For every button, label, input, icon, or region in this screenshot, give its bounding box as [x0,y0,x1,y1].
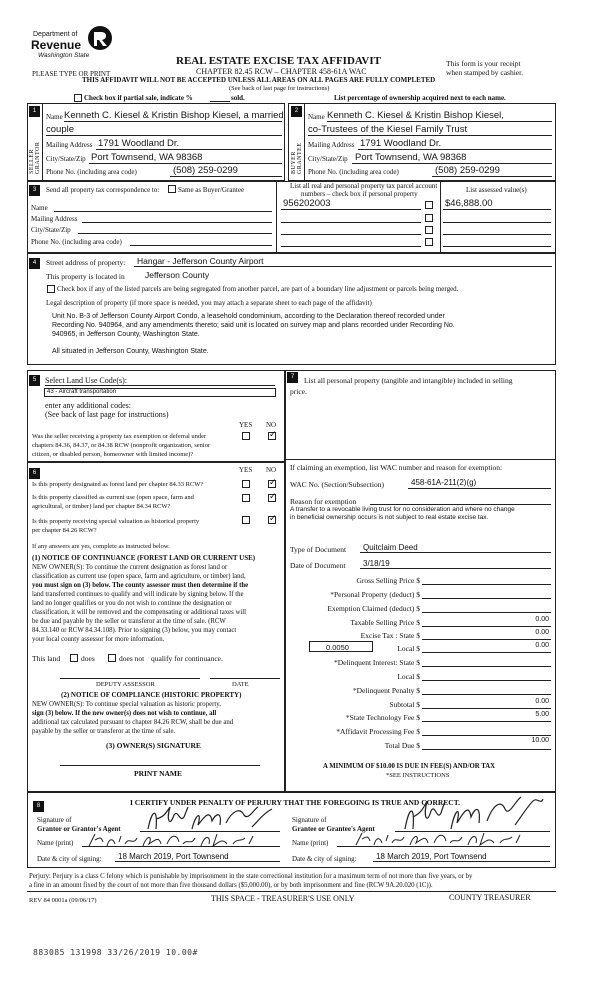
certify-statement: I CERTIFY UNDER PENALTY OF PERJURY THAT THE FOREGOING IS TRUE AND CORRECT. [130,798,461,807]
receipt-note-1: This form is your receipt [446,59,521,68]
footer-rule [27,891,556,892]
forest-question: Is this property designated as forest land per chapter 84.33 RCW? [32,481,204,488]
local-rate-value: 0.0050 [326,643,349,652]
s5-yes-header: YES [239,421,253,429]
parcel-header-1: List all real and personal property tax parcel account [290,182,438,190]
historic-no-checkbox[interactable] [268,516,276,524]
see-back-note: (See back of last page for instructions) [229,85,330,92]
parcel-line-3 [281,234,421,235]
corr-phone-line [130,245,272,246]
doc-date-value[interactable]: 3/18/19 [363,559,390,568]
seller-name-value-1[interactable]: Kenneth C. Kiesel & Kristin Bishop Kiesel, a married [64,110,284,121]
personal-property-checkbox-4[interactable] [425,238,433,246]
fee-line-local-tax [422,652,551,653]
buyer-name-label: Name [308,113,325,121]
seller-name-line-2 [46,135,282,136]
buyer-phone-value[interactable]: (508) 259-0299 [435,165,500,176]
fee-line-subtotal [422,708,551,709]
grantor-name-print-label: Name (print) [37,839,74,847]
section7-separator [285,459,556,460]
fee-label-local-tax: Local $ [397,644,420,653]
n2-line-4: payable by the seller or transferor at the time of sale. [32,728,176,735]
section-8-number: 8 [33,801,44,812]
grantor-print-handwriting [85,830,275,848]
personal-property-checkbox-3[interactable] [425,226,433,234]
buyer-address-label: Mailing Address [308,141,355,149]
historic-q-line-1: Is this property receiving special valuation as historical property [32,518,200,525]
dept-line3: Washington State [38,52,90,59]
corr-address-line [82,222,272,223]
does-not-label: does not [119,654,145,663]
notice-compliance-title: (2) NOTICE OF COMPLIANCE (HISTORIC PROPERTY) [61,691,242,699]
buyer-city-value[interactable]: Port Townsend, WA 98368 [355,152,467,163]
n1-line-9: your local county assessor for more information. [32,636,165,643]
parcel-line-2 [281,222,421,223]
seller-address-value[interactable]: 1791 Woodland Dr. [98,138,180,149]
fee-label-exemption: Exemption Claimed (deduct) $ [327,604,420,613]
n1-line-8: 84.33.140 or RCW 84.34.108). Prior to signing (3) below, you may contact [32,627,237,634]
same-as-buyer-checkbox[interactable] [168,185,176,193]
ownership-note: List percentage of ownership acquired next to each name. [334,94,506,102]
grantor-sig-of: Signature of [37,816,72,824]
fee-value-technology[interactable]: 5.00 [535,711,549,718]
exemption-yes-checkbox[interactable] [242,432,250,440]
grantee-date-city-value[interactable]: 18 March 2019, Port Townsend [376,852,487,861]
corr-phone-label: Phone No. (including area code) [31,238,122,246]
located-value[interactable]: Jefferson County [145,270,210,280]
dept-line1: Department of [33,31,78,38]
buyer-name-line-1 [327,121,552,122]
legal-line-1: Unit No. B-3 of Jefferson County Airport Condo, a leasehold condominium, according to the Declaration thereof recorded under [52,313,445,320]
n1-line-7: be due and payable by the seller or transferor at the time of sale. (RCW [32,618,226,625]
forest-yes-checkbox[interactable] [242,480,250,488]
same-as-buyer-label: Same as Buyer/Grantee [178,186,245,194]
buyer-name-value-1[interactable]: Kenneth C. Kiesel & Kristin Bishop Kiesel, [327,110,504,121]
fee-value-local-tax[interactable]: 0.00 [535,642,549,649]
seller-address-line [96,149,282,150]
grantee-date-city-label: Date & city of signing: [292,855,357,863]
parcel-number-1[interactable]: 956202003 [283,198,331,209]
partial-sale-checkbox[interactable] [74,94,82,102]
personal-property-line-2: price. [290,387,307,396]
corr-name-line [54,211,272,212]
grantor-date-city-value[interactable]: 18 March 2019, Port Townsend [118,852,229,861]
see-instructions-note: *SEE INSTRUCTIONS [386,772,450,779]
section5-see-back: (See back of last page for instructions) [45,410,169,419]
section-5-number: 5 [29,375,40,386]
n1-line-3: you must sign on (3) below. The county assessor must then determine if the [32,582,249,589]
partial-sale-label: Check box if partial sale, indicate % [84,94,193,102]
corr-name-label: Name [31,204,48,212]
grantor-signature[interactable] [140,803,280,833]
deputy-date-label: DATE [232,681,249,688]
assessed-line-1 [443,209,551,210]
fee-line-total [422,749,551,750]
section-7-number: 7 [287,372,298,383]
exemption-no-checkbox[interactable] [268,432,276,440]
street-line [134,266,552,267]
land-use-value: 43 - Aircraft transportation [47,389,117,395]
grantee-print-handwriting [352,829,542,847]
buyer-phone-line [432,176,552,177]
corr-city-line [78,233,272,234]
corr-address-label: Mailing Address [31,215,78,223]
seller-phone-line [170,176,282,177]
legal-line-2: Recording No. 940964, and any amendments thereto; said unit is located on survey map and plans recorded under Recording No. [52,322,455,329]
fee-line-interest-state [422,666,551,667]
n2-line-1: NEW OWNER(S): To continue special valuation as historic property, [32,701,221,708]
n1-line-6: classification, it will be removed and the compensating or additional taxes will [32,609,247,616]
fee-label-technology: *State Technology Fee $ [345,713,420,722]
n1-line-5: land no longer qualifies or you do not wish to continue the designation or [32,600,232,607]
owner-signature-label: (3) OWNER(S) SIGNATURE [106,741,201,750]
land-use-label: Select Land Use Code(s): [45,376,127,385]
cashier-stamp: 883085 131998 33/26/2019 10.00# [33,948,198,957]
fee-line-interest-local [422,680,551,681]
s5-no-header: NO [266,421,277,429]
grantee-agent-label: Grantee or Grantee's Agent [292,825,375,833]
fee-line-personal [422,598,551,599]
section-2-number: 2 [291,106,302,117]
form-title: REAL ESTATE EXCISE TAX AFFIDAVIT [176,55,381,67]
seller-name-label: Name [46,113,63,121]
does-label: does [81,654,95,663]
seller-side-label: SELLER GRANTOR [29,141,41,174]
fee-value-state-tax[interactable]: 0.00 [535,629,549,636]
fee-line-taxable [422,626,551,627]
deputy-label: DEPUTY ASSESSOR [96,681,155,688]
reason-label: Reason for exemption [290,497,357,506]
fee-label-subtotal: Subtotal $ [389,700,420,709]
seller-city-value[interactable]: Port Townsend, WA 98368 [91,152,203,163]
assessed-line-2 [443,222,551,223]
historic-yes-checkbox[interactable] [242,516,250,524]
wac-label: WAC No. (Section/Subsection) [290,480,384,489]
fee-value-total[interactable]: 10.00 [531,737,549,744]
grantee-signature[interactable] [395,795,550,833]
current-use-no-checkbox[interactable] [268,494,276,502]
treasurer-space-label: THIS SPACE - TREASURER'S USE ONLY [211,894,355,903]
section-3-number: 3 [29,185,40,196]
minimum-due-note: A MINIMUM OF $10.00 IS DUE IN FEE(S) AND/OR TAX [323,763,496,770]
grantee-name-print-label: Name (print) [292,839,329,847]
buyer-name-line-2 [308,135,552,136]
fee-line-gross [422,584,551,585]
grantee-date-line [373,861,550,862]
section3-divider [276,181,277,253]
assessed-line-3 [443,234,551,235]
assessed-header: List assessed value(s) [466,186,527,194]
notice-continuance-title: (1) NOTICE OF CONTINUANCE (FOREST LAND OR CURRENT USE) [32,554,256,562]
fee-label-total: Total Due $ [384,741,420,750]
form-revision: REV 84 0001a (09/06/17) [29,897,97,904]
forest-no-checkbox[interactable] [268,480,276,488]
n1-line-1: NEW OWNER(S): To continue the current designation as forest land or [32,564,228,571]
street-label: Street address of property: [46,258,126,267]
exemption-claim-label: If claiming an exemption, list WAC number and reason for exemption: [290,463,503,472]
fee-line-processing [422,735,551,736]
county-treasurer-label: COUNTY TREASURER [449,893,531,902]
grantee-sig-of: Signature of [292,816,327,824]
seller-city-label: City/State/Zip [46,155,86,163]
reason-line [370,504,551,505]
seller-divider [42,103,43,181]
fee-label-penalty: *Delinquent Penalty $ [352,686,420,695]
doc-type-label: Type of Document [290,545,347,554]
please-type: PLEASE TYPE OR PRINT [32,70,111,78]
deputy-line [60,678,200,679]
grantor-date-line [115,861,280,862]
fee-value-taxable[interactable]: 0.00 [535,616,549,623]
n2-line-2: sign (3) below. If the new owner(s) does not wish to continue, all [32,710,217,717]
doc-date-line [360,568,551,569]
correspondence-label: Send all property tax correspondence to: [46,186,160,194]
exemption-q-line-1: Was the seller receiving a property tax exemption or deferral under [32,433,207,440]
located-label: This property is located in [46,272,125,281]
buyer-city-label: City/State/Zip [308,155,348,163]
seller-name-value-2[interactable]: couple [46,124,74,135]
fee-line-state-tax [422,639,551,640]
buyer-phone-label: Phone No. (including area code) [308,168,399,176]
fee-label-taxable: Taxable Selling Price $ [350,618,420,627]
buyer-divider [304,103,305,181]
does-not-checkbox[interactable] [108,654,116,662]
fee-line-exemption [422,612,551,613]
qualify-label: qualify for continuance. [151,654,223,663]
buyer-name-value-2[interactable]: co-Trustees of the Kiesel Family Trust [308,124,468,135]
additional-codes-label: enter any additional codes: [45,401,131,410]
reason-line-2[interactable]: in beneficial ownership occurs is not subject to real estate excise tax. [290,514,489,521]
this-land-label: This land [32,654,61,663]
parcel-header-2: numbers – check box if personal property [301,190,418,198]
legal-label: Legal description of property (if more space is needed, you may attach a separate sheet to each page of the affidavit) [46,299,372,307]
form-chapter: CHAPTER 82.45 RCW – CHAPTER 458-61A WAC [196,67,367,76]
buyer-city-line [352,163,552,164]
sold-label: sold. [231,94,245,102]
fee-label-interest-local: Local $ [397,672,420,681]
fee-label-state-tax: Excise Tax : State $ [360,631,420,640]
exemption-q-line-3: citizen, or disabled person, homeowner with limited income)? [32,451,194,458]
n1-line-4: land transferred continues to qualify and will indicate by signing below. If the [32,591,244,598]
doc-type-line [360,552,551,553]
corr-city-label: City/State/Zip [31,226,71,234]
fee-label-processing: *Affidavit Processing Fee $ [336,727,420,736]
wac-line [408,488,551,489]
section-4-number: 4 [29,258,40,269]
doc-type-value[interactable]: Quitclaim Deed [363,543,418,552]
fee-line-penalty [422,694,551,695]
current-use-yes-checkbox[interactable] [242,494,250,502]
form-warning: THIS AFFIDAVIT WILL NOT BE ACCEPTED UNLESS ALL AREAS ON ALL PAGES ARE FULLY COMPLETED [82,76,436,84]
seller-phone-value[interactable]: (508) 259-0299 [173,165,238,176]
segregated-checkbox[interactable] [47,285,55,293]
n1-line-2: classification as current use (open space, farm and agriculture, or timber) land, [32,573,246,580]
street-value[interactable]: Hangar - Jefferson County Airport [137,256,264,266]
doc-date-label: Date of Document [290,561,346,570]
land-use-underline [45,385,275,386]
fee-line-technology [422,721,551,722]
personal-property-checkbox-1[interactable] [425,201,433,209]
assessed-line-4 [443,246,551,247]
partial-percent-line [210,101,230,102]
seller-city-line [89,163,282,164]
does-checkbox[interactable] [70,654,78,662]
wac-value[interactable]: 458-61A-211(2)(g) [411,478,477,487]
buyer-address-value[interactable]: 1791 Woodland Dr. [360,138,442,149]
land-use-select[interactable] [44,388,276,397]
current-use-q-line-2: agricultural, or timber) land per chapter 84.34 RCW? [32,503,171,510]
grantor-date-city-label: Date & city of signing: [37,855,102,863]
dor-logo-mark [85,23,115,53]
perjury-line-2: a fine in an amount fixed by the court of not more than five thousand dollars ($5,000.00), or by both imprisonment and fine (RCW 9A.20.020 (1C)). [29,882,433,889]
print-name-label: PRINT NAME [134,769,182,778]
reason-line-1[interactable]: A transfer to a revocable living trust for no consideration and where no change [290,506,515,513]
fee-label-personal: *Personal Property (deduct) $ [330,590,420,599]
section-1-number: 1 [29,106,40,117]
historic-q-line-2: per chapter 84.26 RCW? [32,527,97,534]
current-use-q-line-1: Is this property classified as current use (open space, farm and [32,494,194,501]
personal-property-line-1: List all personal property (tangible and intangible) included in selling [304,376,513,385]
receipt-note-2: when stamped by cashier. [446,68,524,77]
seller-name-line-1 [64,121,282,122]
dept-line2: Revenue [31,38,82,52]
segregated-label: Check box if any of the listed parcels are being segregated from another parcel, are part of a boundary line adjustment or parcels being merged. [57,285,459,293]
legal-line-4: All situated in Jefferson County, Washington State. [52,348,209,355]
assessed-divider [440,181,441,253]
parcel-line-4 [281,246,421,247]
fee-label-interest-state: *Delinquent Interest: State $ [333,658,420,667]
exemption-q-line-2: chapters 84.36, 84.37, or 84.38 RCW (nonprofit organization, senior [32,442,211,449]
n2-line-3: additional tax calculated pursuant to chapter 84.26 RCW, shall be due and [32,719,234,726]
buyer-address-line [358,149,552,150]
seller-phone-label: Phone No. (including area code) [46,168,137,176]
fee-label-gross: Gross Selling Price $ [356,576,420,585]
legal-line-3: 940965, in Jefferson County, Washington State. [52,331,200,338]
print-name-line [60,765,260,766]
personal-property-checkbox-2[interactable] [425,214,433,222]
parcel-line-1 [281,209,421,210]
if-yes-note: If any answers are yes, complete as instructed below. [32,543,170,550]
seller-address-label: Mailing Address [46,141,93,149]
buyer-side-label: BUYER GRANTEE [291,142,303,174]
section-6-number: 6 [29,468,40,479]
perjury-line-1: Perjury: Perjury is a class C felony which is punishable by imprisonment in the state correctional institution for a maximum term of not more than five years, or by [29,873,473,880]
s6-yes-header: YES [239,466,253,474]
fee-value-subtotal[interactable]: 0.00 [535,698,549,705]
assessed-value-1[interactable]: $46,888.00 [445,198,493,209]
deputy-date-line [210,678,280,679]
grantor-agent-label: Grantor or Grantor's Agent [37,825,121,833]
s6-no-header: NO [266,466,277,474]
